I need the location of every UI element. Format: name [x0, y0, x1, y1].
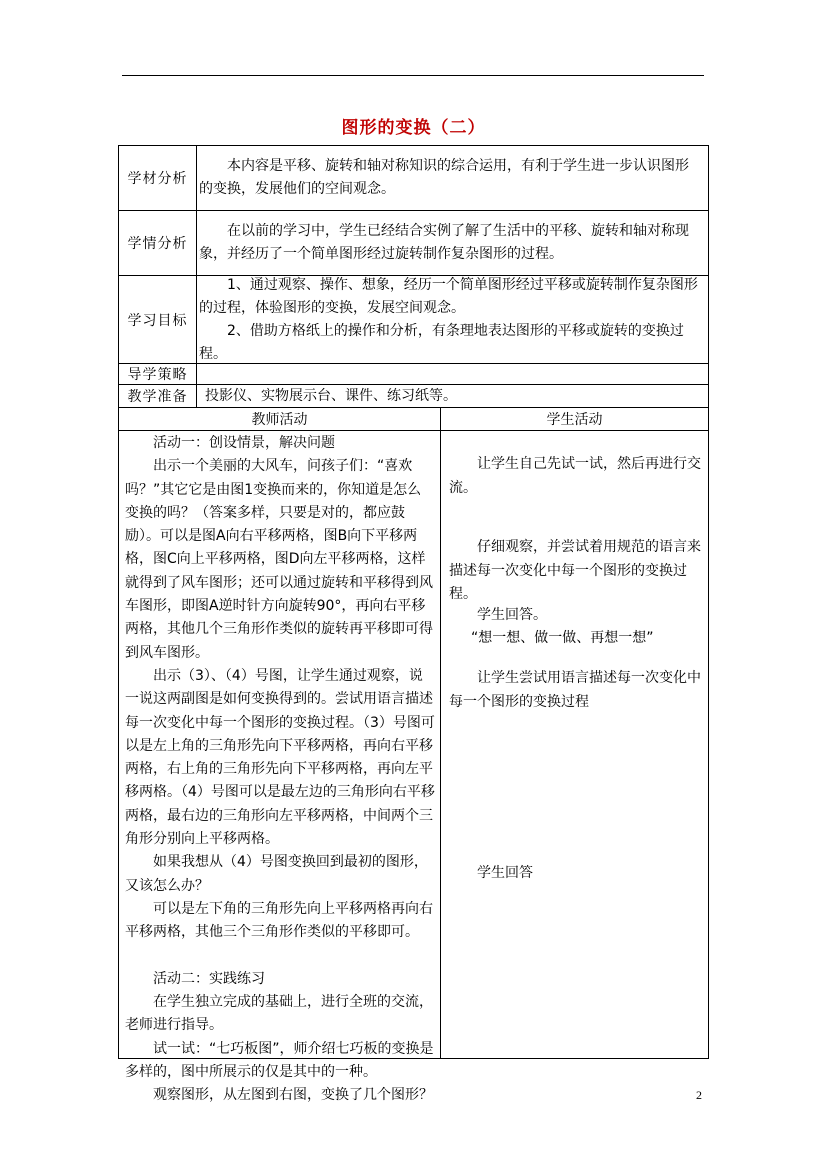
paragraph: 试一试：“七巧板图”，师介绍七巧板的变换是多样的，图中所展示的仅是其中的一种。 — [125, 1040, 434, 1081]
paragraph: 观察图形，从左图到右图，变换了几个图形？ — [153, 1087, 433, 1104]
row-preparation — [119, 385, 708, 408]
row-text: 在以前的学习中，学生已经结合实例了解了生活中的平移、旋转和轴对称现象，并经历了一个简单图形经过旋转制作复杂图形的过程。 — [199, 223, 689, 262]
paragraph: 可以是左下角的三角形先向上平移两格再向右平移两格，其他三个三角形作类似的平移即可。 — [125, 900, 433, 941]
student-activity-item — [449, 627, 707, 651]
student-text: 仔细观察，并尝试着用规范的语言来描述每一次变化中每一个图形的变换过程。 — [449, 539, 701, 602]
row-column-headers — [119, 408, 708, 431]
lesson-plan-table — [118, 145, 709, 1104]
row-material-analysis — [119, 146, 708, 211]
student-activity-header: 学生活动 — [546, 412, 603, 428]
goal-item: 2、借助方格纸上的操作和分析，有条理地表达图形的平移或旋转的变换过程。 — [199, 322, 684, 362]
teacher-activity-content — [125, 432, 435, 1108]
paragraph: 如果我想从（4）号图变换回到最初的图形，又该怎么办？ — [125, 854, 428, 894]
page-number: 2 — [696, 1088, 702, 1102]
activity-title: 活动二：实践练习 — [153, 970, 265, 987]
row-learning-goals — [119, 276, 708, 364]
row-text: 投影仪、实物展示台、课件、练习纸等。 — [205, 387, 457, 404]
student-text: 学生回答 — [477, 865, 533, 881]
column-divider — [440, 431, 441, 1058]
student-activity-item — [449, 667, 707, 714]
row-strategy — [119, 364, 708, 385]
teacher-activity-header: 教师活动 — [251, 412, 308, 428]
student-text: 让学生尝试用语言描述每一次变化中每一个图形的变换过程 — [449, 670, 701, 710]
student-activity-item — [449, 453, 707, 500]
goal-item: 1、通过观察、操作、想象，经历一个简单图形经过平移或旋转制作复杂图形的过程，体验图形的变换，发展空间观念。 — [199, 276, 698, 316]
row-label: 学习目标 — [119, 276, 197, 363]
student-text: “想一想、做一做、再想一想” — [471, 630, 654, 646]
student-activity-item — [449, 604, 707, 628]
row-label: 学情分析 — [119, 211, 197, 275]
student-text: 学生回答。 — [477, 607, 547, 623]
student-activity-item — [449, 862, 707, 886]
paragraph: 出示一个美丽的大风车，问孩子们：“喜欢吗？”其它它是由图1变换而来的，你知道是怎么变换的吗？（答案多样，只要是对的，都应鼓励）。可以是图A向右平移两格，图B向下平移两格，图C向上平移两格，图D向左平移两格，这样就得到了风车图形；还可以通过旋转和平移得到风车图形，即图A逆时针方向旋转90°，再向右平移两格，其他几个三角形作类似的旋转再平移即可得到风车图形。 — [125, 458, 433, 661]
paragraph: 在学生独立完成的基础上，进行全班的交流，老师进行指导。 — [125, 994, 433, 1034]
row-label: 导学策略 — [119, 364, 197, 384]
student-activity-item — [449, 536, 707, 607]
activity-title: 活动一：创设情景，解决问题 — [153, 435, 335, 451]
page-title: 图形的变换（二） — [341, 118, 486, 138]
row-label: 教学准备 — [119, 385, 197, 407]
header-rule — [122, 75, 704, 76]
row-text: 本内容是平移、旋转和轴对称知识的综合运用，有利于学生进一步认识图形的变换，发展他们的空间观念。 — [199, 158, 689, 197]
row-student-analysis — [119, 211, 708, 276]
student-text: 让学生自己先试一试，然后再进行交流。 — [449, 456, 701, 496]
paragraph: 出示（3）、（4）号图，让学生通过观察，说一说这两副图是如何变换得到的。尝试用语言描述每一次变化中每一个图形的变换过程。（3）号图可以是左上角的三角形先向下平移两格，再向右平移两格，右上角的三角形先向下平移两格，再向左平移两格。（4）号图可以是最左边的三角形向右平移两格，最右边的三角形向左平移两格，中间两个三角形分别向上平移两格。 — [125, 667, 435, 848]
row-label: 学材分析 — [119, 146, 197, 210]
